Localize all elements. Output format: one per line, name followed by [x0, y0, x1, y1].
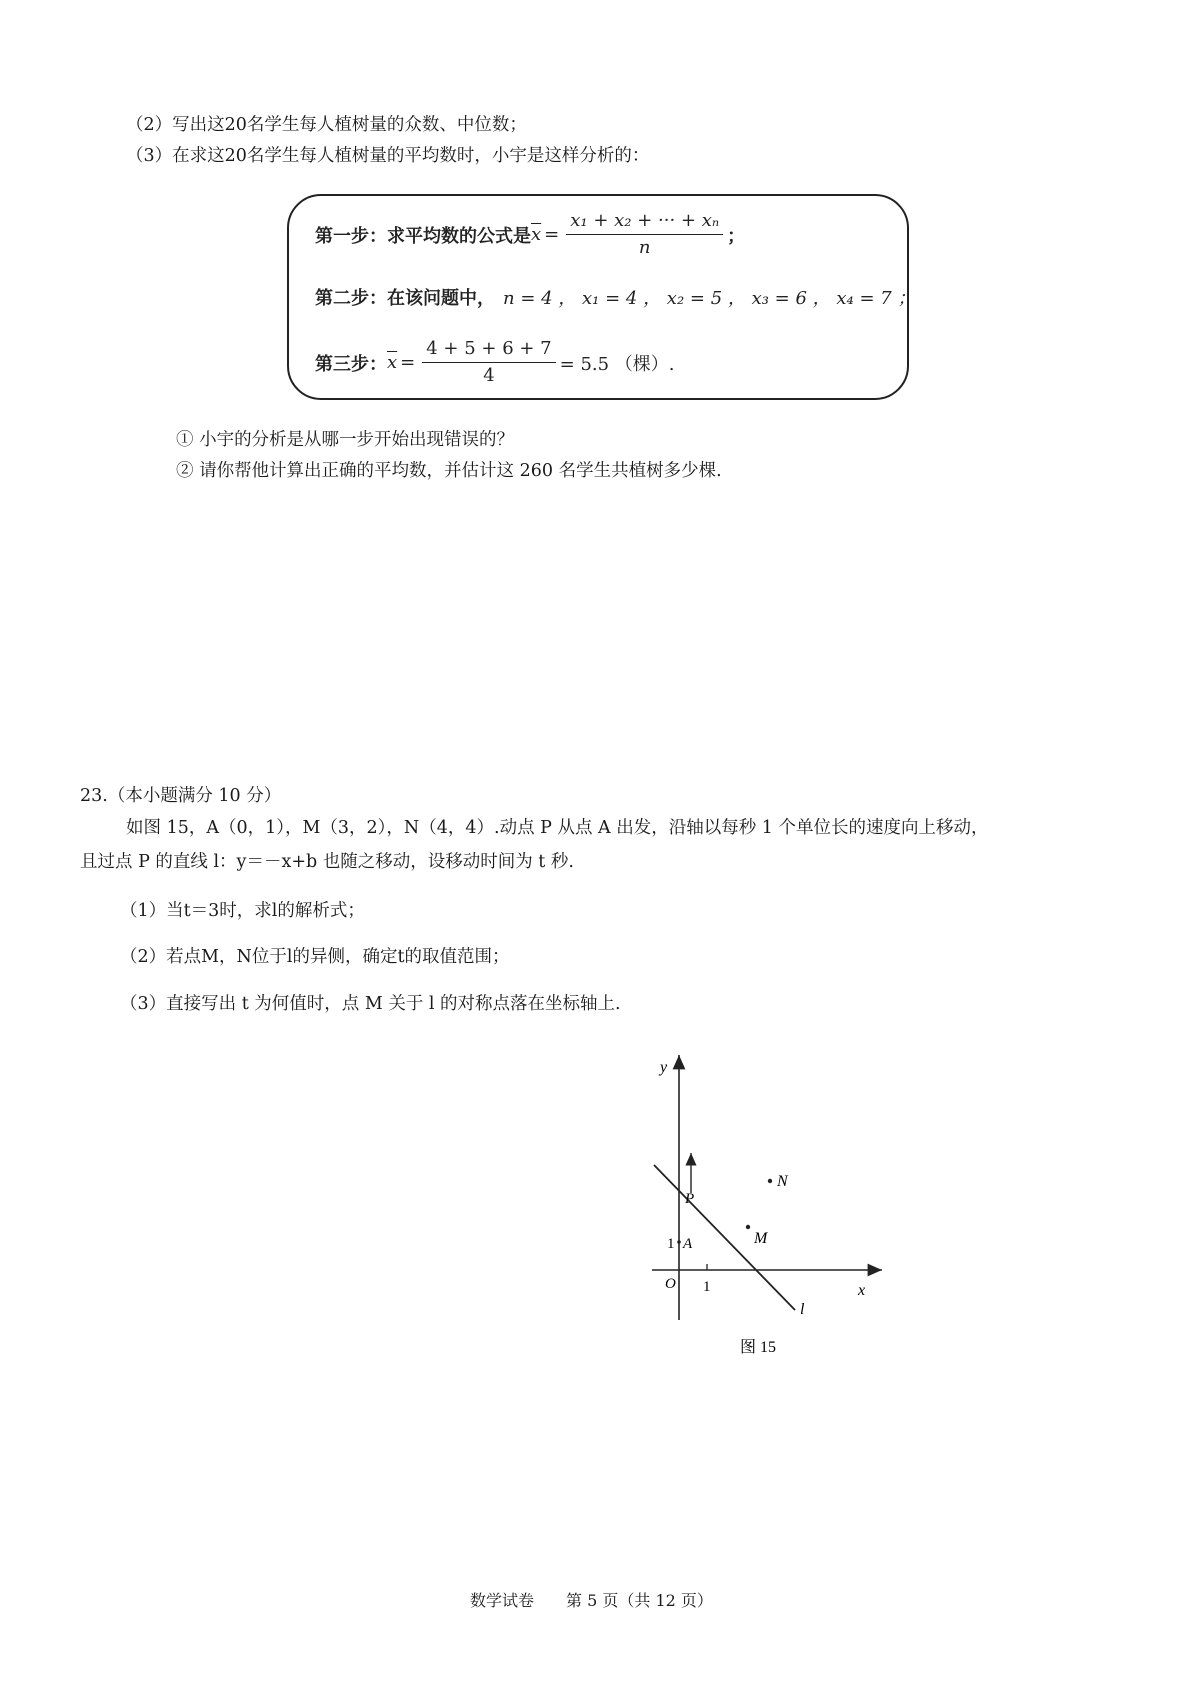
- question-22-part-2: （2）写出这20名学生每人植树量的众数、中位数；: [126, 115, 527, 135]
- origin-label: O: [665, 1276, 676, 1292]
- step-3-end: = 5.5 （棵）.: [559, 353, 675, 375]
- point-n-dot: [768, 1179, 772, 1183]
- question-23-part-3: （3）直接写出 t 为何值时，点 M 关于 l 的对称点落在坐标轴上.: [120, 994, 621, 1014]
- sub-question-1: ① 小宇的分析是从哪一步开始出现错误的？: [176, 430, 515, 450]
- step-3-label: 第三步：: [315, 353, 387, 375]
- x-tick-label: 1: [703, 1279, 711, 1295]
- sub-question-2: ② 请你帮他计算出正确的平均数，并估计这 260 名学生共植树多少棵.: [176, 461, 722, 481]
- figure-15: [640, 1045, 900, 1365]
- step-1-xbar: $\overline{x}$: [531, 224, 542, 245]
- step-1-end: ；: [727, 225, 746, 247]
- question-23-part-1: （1）当t＝3时，求l的解析式；: [120, 901, 365, 921]
- step-3-numerator: 4 + 5 + 6 + 7: [422, 338, 555, 363]
- step-2-values: n = 4 ， x₁ = 4 ， x₂ = 5 ， x₃ = 6 ， x₄ = 7 ；: [503, 288, 916, 309]
- step-1-numerator: x₁ + x₂ + ··· + xₙ: [566, 210, 723, 235]
- step-3: [315, 338, 675, 387]
- line-l-label: l: [800, 1301, 805, 1318]
- point-m-dot: [746, 1225, 750, 1229]
- step-1-denominator: n: [638, 237, 651, 258]
- step-2-label: 第二步：在该问题中，: [315, 288, 495, 309]
- point-m-label: M: [754, 1230, 768, 1247]
- figure-caption: 图 15: [740, 1339, 777, 1356]
- step-3-fraction: [422, 338, 555, 387]
- step-2: [315, 284, 915, 310]
- question-22-part-3: （3）在求这20名学生每人植树量的平均数时，小宇是这样分析的：: [126, 146, 650, 166]
- step-1: [315, 210, 745, 259]
- point-p-label: P: [685, 1191, 695, 1207]
- step-3-denominator: 4: [483, 365, 495, 386]
- x-axis-label: x: [858, 1282, 866, 1299]
- y-axis-label: y: [660, 1059, 668, 1076]
- y-tick-label: 1: [667, 1236, 675, 1252]
- question-23-line-2: 且过点 P 的直线 l：y＝－x+b 也随之移动，设移动时间为 t 秒.: [80, 852, 574, 872]
- question-23-line-1: 如图 15，A（0，1），M（3，2），N（4，4）.动点 P 从点 A 出发，沿轴以每秒 1 个单位长的速度向上移动，: [126, 818, 989, 838]
- question-23-part-2: （2）若点M，N位于l的异侧，确定t的取值范围；: [120, 947, 510, 967]
- point-a-label: A: [683, 1236, 693, 1252]
- step-3-equals: =: [400, 352, 416, 373]
- step-1-fraction: [566, 210, 723, 259]
- step-1-equals: =: [544, 224, 560, 245]
- step-1-label: 第一步：求平均数的公式是: [315, 225, 531, 247]
- step-3-xbar: $\overline{x}$: [387, 352, 398, 373]
- question-23-header: 23.（本小题满分 10 分）: [80, 786, 282, 806]
- analysis-box: [287, 194, 916, 400]
- page-footer: 数学试卷 第 5 页（共 12 页）: [470, 1591, 713, 1610]
- point-a-dot: [677, 1240, 681, 1244]
- point-n-label: N: [777, 1173, 788, 1190]
